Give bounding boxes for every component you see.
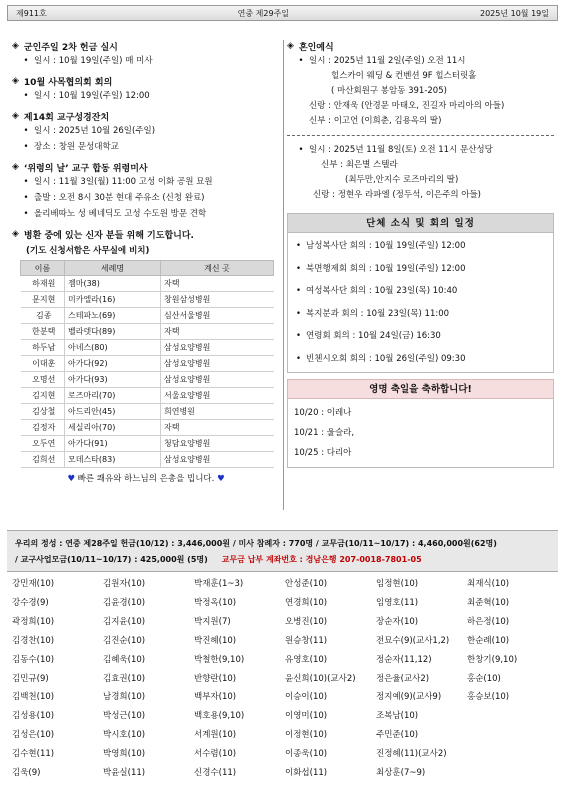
patient-baptismal-name: 스테파노(69) <box>65 308 161 324</box>
patient-location: 삼성요양병원 <box>161 372 274 388</box>
contributor-name: 박진혜(10) <box>194 635 237 646</box>
feast-title: 영명 축일을 축하합니다! <box>287 379 554 399</box>
table-row <box>21 404 274 420</box>
wedding-title-text: 혼인예식 <box>298 43 334 53</box>
feast-item: 10/20 : 이레나 <box>294 408 352 418</box>
contributor-name: 장순자(10) <box>376 616 419 627</box>
contributor-name: 최재식(10) <box>467 579 510 589</box>
prayer-line <box>12 472 280 484</box>
patient-baptismal-name: 모데스타(83) <box>65 452 161 468</box>
patient-name: 오두연 <box>21 436 65 452</box>
contributor-name: 김욱(9) <box>12 768 41 779</box>
patient-name: 하재원 <box>21 276 65 292</box>
patient-baptismal-name: 아가다(91) <box>65 436 161 452</box>
diocesan-fund: / 교구사업모금(10/11~10/17) : 425,000원 (5명) <box>15 555 208 564</box>
section-title <box>12 161 280 174</box>
contributor-name: 김혜욱(10) <box>103 654 146 665</box>
table-row <box>21 452 274 468</box>
heart-icon: ♥ <box>67 474 75 484</box>
patient-location: 삼성요양병원 <box>161 340 274 356</box>
table-row <box>21 420 274 436</box>
col-location: 계신 곳 <box>161 261 274 276</box>
patient-location: 삼성요양병원 <box>161 452 274 468</box>
section-title-text: ‘위령의 날’ 교구 합동 위령미사 <box>23 164 148 174</box>
contributor-name: 신경수(11) <box>194 768 237 779</box>
table-row <box>21 340 274 356</box>
contributor-name: 이화섭(11) <box>285 768 328 779</box>
patient-name: 오명선 <box>21 372 65 388</box>
col-name: 이름 <box>21 261 65 276</box>
contributor-name: 곽정희(10) <box>12 616 55 627</box>
contributor-name: 박시호(10) <box>103 730 146 741</box>
patient-baptismal-name: 아가다(93) <box>65 372 161 388</box>
contributor-name: 임영호(11) <box>376 597 419 608</box>
contributor-name: 정지예(9)(교사9) <box>376 692 442 703</box>
names-column <box>467 575 558 790</box>
contributor-name: 이정현(10) <box>285 730 328 741</box>
patient-location: 삼성요양병원 <box>161 356 274 372</box>
offering-line-1: 우리의 정성 : 연중 제28주일 헌금(10/12) : 3,446,000원 / 미사 참례자 : 770명 / 교무금(10/11~10/17) : 4,460,000원(62명) <box>15 539 497 548</box>
contributor-name: 윤신희(10)(교사2) <box>285 673 356 684</box>
table-row <box>21 292 274 308</box>
wedding-1-groom: 신랑 : 안재욱 (안경문 마태오, 진길자 마리아의 아들) <box>309 101 505 111</box>
patient-baptismal-name: 미카엘라(16) <box>65 292 161 308</box>
meeting-item: • 복지분과 회의 : 10월 23일(목) 11:00 <box>296 308 450 319</box>
offering-summary <box>7 530 558 572</box>
meeting-item: • 남성복사단 회의 : 10월 19일(주일) 12:00 <box>296 241 466 251</box>
patient-baptismal-name: 로즈마리(70) <box>65 388 161 404</box>
contributor-name: 서수렴(10) <box>194 749 237 760</box>
section-line: • 일시 : 2025년 10월 26일(주일) <box>23 126 156 136</box>
contributor-name: 원승창(11) <box>285 635 328 646</box>
column-divider <box>283 40 284 510</box>
section-line: • 일시 : 10월 19일(주일) 매 미사 <box>23 56 153 66</box>
contributor-name: 박성근(10) <box>103 711 146 722</box>
patient-baptismal-name: 벨라뎃다(89) <box>65 324 161 340</box>
patient-location: 청담요양병원 <box>161 436 274 452</box>
contributor-name: 정은율(교사2) <box>376 673 430 684</box>
contributor-name: 조복남(10) <box>376 711 419 722</box>
feast-item: 10/25 : 다리아 <box>294 448 352 458</box>
contributor-name: 최준혁(10) <box>467 597 510 608</box>
contributor-name: 박철한(9,10) <box>194 654 245 665</box>
names-column <box>285 575 376 790</box>
feast-box <box>287 399 554 468</box>
names-column <box>194 575 285 790</box>
contributor-name: 유영호(10) <box>285 654 328 665</box>
meeting-item: • 연령회 회의 : 10월 24일(금) 16:30 <box>296 331 441 341</box>
contributor-name: 박재훈(1~3) <box>194 579 244 589</box>
diamond-icon: ◈ <box>12 76 19 86</box>
table-row <box>21 276 274 292</box>
contributor-name: 이승이(10) <box>285 692 328 703</box>
patient-baptismal-name: 아가다(92) <box>65 356 161 372</box>
contributor-name: 최상훈(7~9) <box>376 768 426 779</box>
contributor-name: 김수현(11) <box>12 749 55 760</box>
section-line: • 장소 : 창원 문성대학교 <box>23 142 119 152</box>
contributor-name: 한순례(10) <box>467 635 510 646</box>
contributor-name: 안성준(10) <box>285 579 328 589</box>
contributor-name: 홍순(10) <box>467 673 501 684</box>
bank-account: 교무금 납부 계좌번호 : 경남은행 207-0018-7801-05 <box>221 555 422 564</box>
wedding-2-groom: 신랑 : 정현우 라파엘 (정두석, 이은주의 아들) <box>313 190 481 200</box>
sunday-title: 연중 제29주일 <box>237 8 290 18</box>
contributor-name: 하은정(10) <box>467 616 510 627</box>
prayer-text: 빠른 쾌유와 하느님의 은총을 빕니다. <box>77 474 215 484</box>
section-line: • 출발 : 오전 8시 30분 현대 주유소 (신청 완료) <box>23 193 205 203</box>
patient-name: 김상철 <box>21 404 65 420</box>
contributor-name: 남경희(10) <box>103 692 146 703</box>
patient-baptismal-name: 세실리아(70) <box>65 420 161 436</box>
contributor-name: 김효권(10) <box>103 673 146 684</box>
contributor-name: 오병진(10) <box>285 616 328 627</box>
contributor-name: 서계원(10) <box>194 730 237 741</box>
meetings-title: 단체 소식 및 회의 일정 <box>287 213 554 233</box>
contributor-name: 김원자(10) <box>103 579 146 589</box>
wedding-1 <box>287 53 554 129</box>
patient-name: 김희선 <box>21 452 65 468</box>
wedding-2-date: • 일시 : 2025년 11월 8일(토) 오전 11시 문산성당 <box>298 145 493 155</box>
contributors-list <box>12 575 558 790</box>
left-column <box>12 40 280 484</box>
wedding-2 <box>287 142 554 203</box>
table-row <box>21 436 274 452</box>
patients-header-row <box>21 261 274 276</box>
wedding-1-bride: 신부 : 이고언 (이희춘, 김용옥의 딸) <box>309 116 442 126</box>
diamond-icon: ◈ <box>12 229 19 239</box>
names-column <box>103 575 194 790</box>
wedding-2-bride: 신부 : 최은별 스텔라 <box>321 160 398 170</box>
section-title <box>12 110 280 123</box>
table-row <box>21 388 274 404</box>
contributor-name: 이종욱(10) <box>285 749 328 760</box>
contributor-name: 연경희(10) <box>285 597 328 608</box>
contributor-name: 강수경(9) <box>12 597 49 608</box>
issue-number: 제911호 <box>16 8 47 18</box>
wedding-title <box>287 40 554 53</box>
patient-name: 하두남 <box>21 340 65 356</box>
wedding-1-address: ( 마산회원구 봉암동 391-205) <box>331 86 447 96</box>
contributor-name: 반향란(10) <box>194 673 237 684</box>
patient-name: 김종 <box>21 308 65 324</box>
table-row <box>21 372 274 388</box>
contributor-name: 김동수(10) <box>12 654 55 665</box>
contributor-name: 박영희(10) <box>103 749 146 760</box>
contributor-name: 김경찬(10) <box>12 635 55 646</box>
section-title-text: 제14회 교구성경잔치 <box>23 113 110 123</box>
prayer-note: (기도 신청서함은 사무실에 비치) <box>26 246 150 256</box>
table-row <box>21 356 274 372</box>
contributor-name: 김백천(10) <box>12 692 55 703</box>
diamond-icon: ◈ <box>12 162 19 172</box>
meeting-item: • 여성복사단 회의 : 10월 23일(목) 10:40 <box>296 286 458 296</box>
contributor-name: 주민준(10) <box>376 730 419 741</box>
section-line: • 올리베따노 성 베네딕도 고성 수도원 방문 견학 <box>23 209 207 219</box>
wedding-1-venue: 힐스카이 웨딩 & 컨벤션 9F 힐스터릿홀 <box>331 71 477 81</box>
patient-location: 심산서울병원 <box>161 308 274 324</box>
contributor-name: 정순자(11,12) <box>376 654 432 665</box>
table-row <box>21 308 274 324</box>
contributor-name: 김윤경(10) <box>103 597 146 608</box>
patient-name: 문지현 <box>21 292 65 308</box>
contributor-name: 백부자(10) <box>194 692 237 703</box>
contributor-name: 홍승보(10) <box>467 692 510 703</box>
bulletin-date: 2025년 10월 19일 <box>479 8 549 18</box>
col-baptismal-name: 세례명 <box>65 261 161 276</box>
patient-baptismal-name: 젬마(38) <box>65 276 161 292</box>
patients-table <box>20 260 274 468</box>
dashed-divider <box>287 135 554 136</box>
diamond-icon: ◈ <box>12 111 19 121</box>
meetings-box <box>287 233 554 373</box>
patient-name: 한분택 <box>21 324 65 340</box>
patient-location: 자택 <box>161 420 274 436</box>
meeting-item: • 빈첸시오회 회의 : 10월 26일(주일) 09:30 <box>296 353 466 364</box>
section-line: • 일시 : 11월 3일(월) 11:00 고성 이화 공원 묘원 <box>23 177 213 187</box>
contributor-name: 이영미(10) <box>285 711 328 722</box>
right-column <box>287 40 554 468</box>
feast-item: 10/21 : 울슬라, <box>294 428 355 438</box>
bulletin-header <box>7 5 558 21</box>
section-title-text: 군인주일 2차 헌금 실시 <box>23 43 118 53</box>
contributor-name: 김성용(10) <box>12 711 55 722</box>
contributor-name: 전묘수(9)(교사1,2) <box>376 635 450 646</box>
section-title-text: 병환 중에 있는 신자 분들 위해 기도합니다. <box>23 231 194 241</box>
patient-baptismal-name: 아드리안(45) <box>65 404 161 420</box>
patient-name: 이대훈 <box>21 356 65 372</box>
contributor-name: 박정옥(10) <box>194 597 237 608</box>
contributor-name: 김성은(10) <box>12 730 55 741</box>
patient-name: 김지현 <box>21 388 65 404</box>
names-column <box>376 575 467 790</box>
patient-location: 자택 <box>161 324 274 340</box>
contributor-name: 박지원(7) <box>194 616 231 627</box>
contributor-name: 진정혜(11)(교사2) <box>376 749 447 760</box>
contributor-name: 백호용(9,10) <box>194 711 245 722</box>
left-sections <box>12 40 280 241</box>
heart-icon: ♥ <box>217 474 225 484</box>
patient-baptismal-name: 아네스(80) <box>65 340 161 356</box>
wedding-1-date: • 일시 : 2025년 11월 2일(주일) 오전 11시 <box>298 56 466 66</box>
contributor-name: 김진순(10) <box>103 635 146 646</box>
contributor-name: 김지윤(10) <box>103 616 146 627</box>
contributor-name: 박윤실(11) <box>103 768 146 779</box>
meeting-item: • 북면행제회 회의 : 10월 19일(주일) 12:00 <box>296 263 466 274</box>
section-line: • 일시 : 10월 19일(주일) 12:00 <box>23 91 150 101</box>
wedding-2-bride-parents: (최두만,안지수 로즈마리의 딸) <box>345 175 459 185</box>
contributor-name: 강민재(10) <box>12 579 55 589</box>
patient-location: 희연병원 <box>161 404 274 420</box>
section-title-text: 10월 사목협의회 회의 <box>23 78 113 88</box>
patient-location: 서울요양병원 <box>161 388 274 404</box>
section-title <box>12 40 280 53</box>
contributor-name: 한창기(9,10) <box>467 654 518 665</box>
contributor-name: 김민규(9) <box>12 673 49 684</box>
patient-location: 자택 <box>161 276 274 292</box>
diamond-icon: ◈ <box>287 41 294 51</box>
section-title <box>12 228 280 241</box>
names-column <box>12 575 103 790</box>
section-title <box>12 75 280 88</box>
contributor-name: 임정현(10) <box>376 579 419 589</box>
diamond-icon: ◈ <box>12 41 19 51</box>
offering-line-2 <box>15 552 550 568</box>
patient-location: 창원삼성병원 <box>161 292 274 308</box>
patient-name: 김정자 <box>21 420 65 436</box>
table-row <box>21 324 274 340</box>
